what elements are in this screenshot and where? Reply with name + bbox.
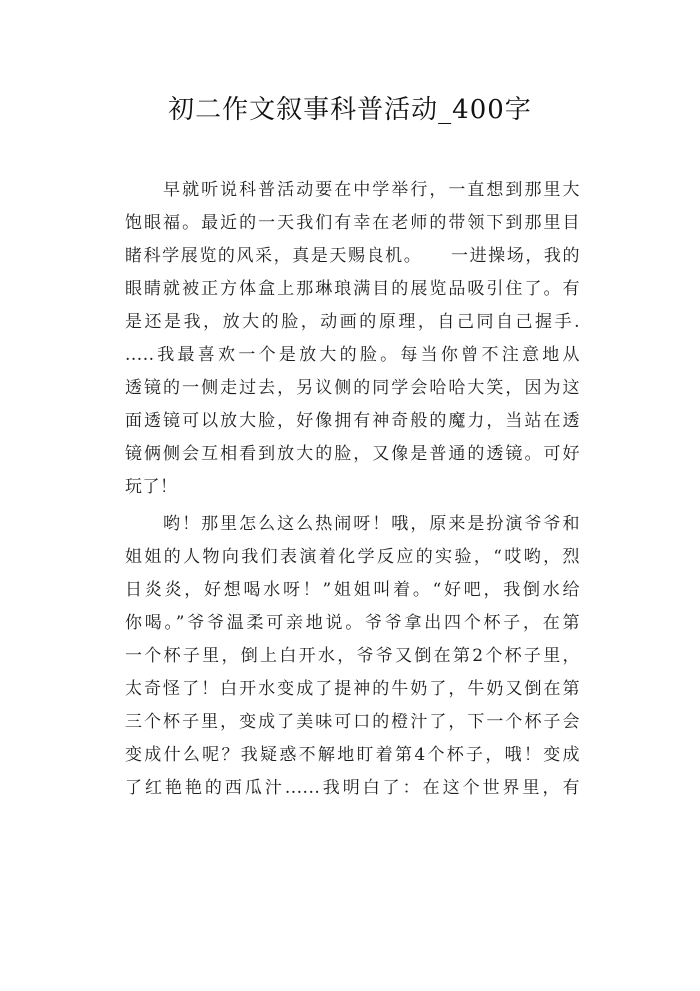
text-line: 睹科学展览的风采，真是天赐良机。 一进操场，我的 <box>125 246 580 266</box>
text-line: 了红艳艳的西瓜汁......我明白了：在这个世界里，有 <box>125 778 580 798</box>
text-line: 日炎炎，好想喝水呀！”姐姐叫着。“好吧，我倒水给 <box>125 580 580 600</box>
document-body <box>125 174 580 805</box>
text-line: 一个杯子里，倒上白开水，爷爷又倒在第2个杯子里， <box>125 646 580 666</box>
text-line: .....我最喜欢一个是放大的脸。每当你曾不注意地从 <box>125 345 580 365</box>
text-line: 透镜的一侧走过去，另议侧的同学会哈哈大笑，因为这 <box>125 378 580 398</box>
text-line: 眼睛就被正方体盒上那琳琅满目的展览品吸引住了。有 <box>125 279 580 299</box>
text-line: 哟！那里怎么这么热闹呀！哦，原来是扮演爷爷和 <box>125 514 580 534</box>
text-line: 三个杯子里，变成了美味可口的橙汁了，下一个杯子会 <box>125 712 580 732</box>
text-line: 玩了！ <box>125 477 178 497</box>
text-line: 镜俩侧会互相看到放大的脸，又像是普通的透镜。可好 <box>125 444 580 464</box>
text-line: 姐姐的人物向我们表演着化学反应的实验，“哎哟，烈 <box>125 547 580 567</box>
text-line: 早就听说科普活动要在中学举行，一直想到那里大 <box>125 180 580 200</box>
text-line: 你喝。”爷爷温柔可亲地说。爷爷拿出四个杯子，在第 <box>125 613 580 633</box>
text-line: 变成什么呢？我疑惑不解地盯着第4个杯子，哦！变成 <box>125 745 580 765</box>
paragraph-1 <box>125 174 580 504</box>
text-line: 太奇怪了！白开水变成了提神的牛奶了，牛奶又倒在第 <box>125 679 580 699</box>
paragraph-2 <box>125 508 580 805</box>
text-line: 是还是我，放大的脸，动画的原理，自己同自己握手. <box>125 312 580 332</box>
text-line: 面透镜可以放大脸，好像拥有神奇般的魔力，当站在透 <box>125 411 580 431</box>
document-title: 初二作文叙事科普活动_400字 <box>168 95 532 125</box>
text-line: 饱眼福。最近的一天我们有幸在老师的带领下到那里目 <box>125 213 580 233</box>
